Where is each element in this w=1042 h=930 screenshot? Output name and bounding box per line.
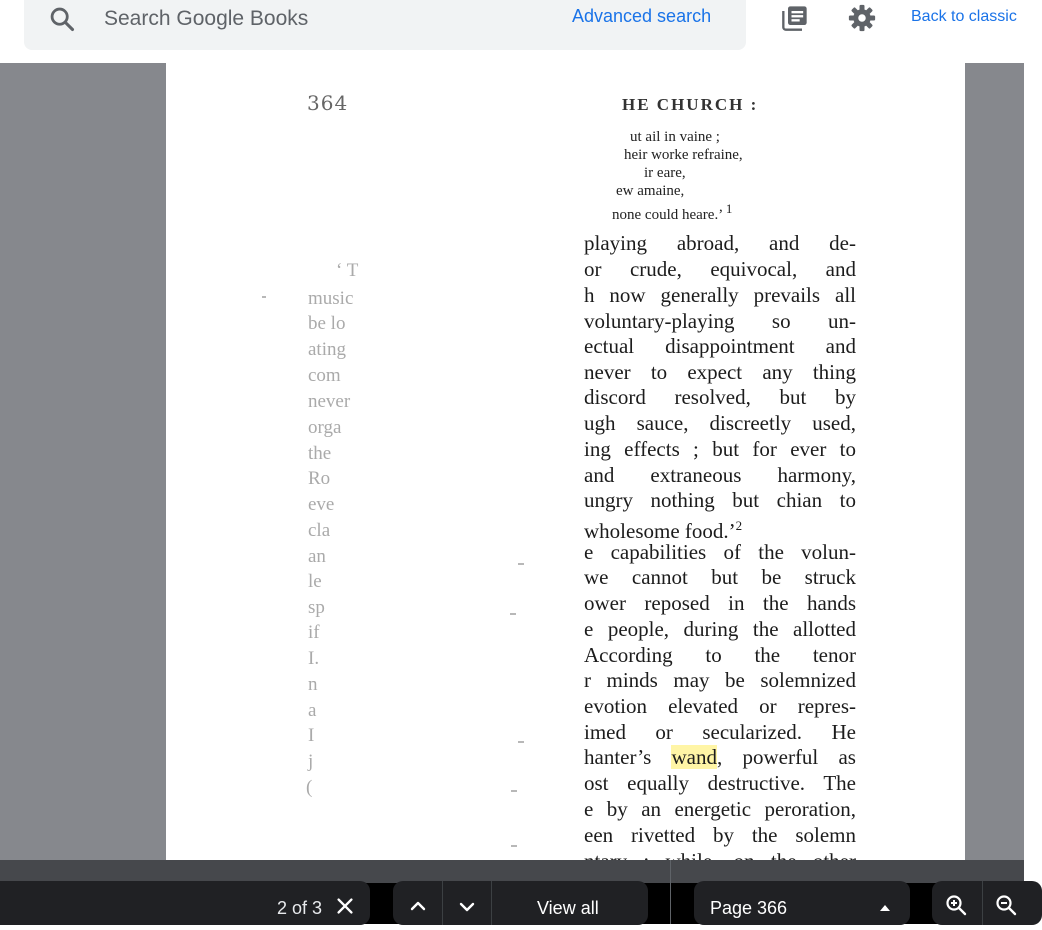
left-column-fragment: I.	[308, 648, 320, 669]
left-column-fragment: the	[308, 443, 332, 464]
footnote-marker: 2	[735, 518, 743, 533]
text-line: never to expect any thing	[584, 360, 856, 384]
search-input[interactable]	[104, 4, 504, 34]
text-line: ungry nothing but chian to	[584, 488, 856, 512]
text-line: e people, during the allotted	[584, 617, 856, 641]
text-line-content: wholesome food.’	[584, 519, 736, 543]
caret-up-icon	[880, 905, 890, 911]
chevron-up-icon	[393, 881, 441, 925]
back-to-classic-link[interactable]: Back to classic	[911, 8, 1017, 25]
text-segment: hanter’s	[584, 745, 672, 769]
toolbar-divider	[670, 860, 671, 924]
text-segment: , powerful as	[716, 745, 856, 769]
top-bar	[0, 0, 1024, 63]
scan-smudge	[511, 790, 517, 792]
scan-smudge	[510, 613, 516, 615]
book-page	[166, 63, 965, 860]
text-line: ugh sauce, discreetly used,	[584, 411, 856, 435]
results-count: 2 of 3	[276, 898, 322, 918]
left-column-fragment: ating	[308, 339, 346, 360]
settings-gear-icon[interactable]	[847, 3, 877, 33]
text-line: e by an energetic peroration,	[584, 797, 856, 821]
book-viewer[interactable]	[0, 63, 1024, 860]
left-column-fragment: if	[308, 622, 320, 643]
left-column-fragment: never	[308, 391, 351, 412]
verse-line: heir worke refraine,	[624, 147, 743, 163]
left-column-fragment: music	[308, 288, 354, 309]
text-line: ower reposed in the hands	[584, 591, 856, 615]
left-column-fragment: j	[308, 751, 314, 772]
search-results-pill	[0, 881, 370, 925]
text-line: r minds may be solemnized	[584, 668, 856, 692]
verse-line: ew amaine,	[616, 183, 685, 199]
next-result-button[interactable]	[442, 881, 492, 925]
text-line: imed or secularized. He	[584, 720, 856, 744]
text-line-with-highlight	[584, 745, 856, 769]
running-head: HE CHURCH :	[622, 95, 759, 114]
left-column-fragment: com	[308, 365, 341, 386]
previous-result-button[interactable]	[393, 881, 441, 925]
search-term-highlight: wand	[671, 745, 717, 769]
footnote-marker: 1	[725, 201, 733, 216]
left-column-fragment: le	[308, 571, 322, 592]
left-column-fragment: (	[306, 777, 313, 798]
left-column-fragment: Ro	[308, 468, 331, 489]
scan-smudge	[511, 845, 517, 847]
zoom-divider	[982, 881, 983, 925]
zoom-out-icon[interactable]	[994, 893, 1018, 917]
left-column-fragment: I	[308, 725, 315, 746]
close-search-icon[interactable]	[334, 895, 356, 917]
text-line: ectual disappointment and	[584, 334, 856, 358]
left-column-fragment: an	[308, 546, 326, 567]
text-line: we cannot but be struck	[584, 565, 856, 589]
left-column-fragment: eve	[308, 494, 335, 515]
scan-smudge	[518, 563, 524, 565]
text-line: According to the tenor	[584, 643, 856, 667]
left-column-fragment: ‘ T	[336, 260, 359, 281]
verse-line	[612, 201, 732, 224]
text-line: een rivetted by the solemn	[584, 823, 856, 847]
text-line: e capabilities of the volun-	[584, 540, 856, 564]
text-line: h now generally prevails all	[584, 283, 856, 307]
zoom-controls	[932, 881, 1042, 925]
result-navigation-pill	[393, 881, 648, 925]
left-column-fragment: n	[308, 674, 318, 695]
text-line: evotion elevated or repres-	[584, 694, 856, 718]
scan-smudge	[262, 296, 266, 298]
left-column-fragment: cla	[308, 520, 331, 541]
text-line	[584, 514, 856, 543]
zoom-in-icon[interactable]	[944, 893, 968, 917]
text-line: or crude, equivocal, and	[584, 257, 856, 281]
text-line: ing effects ; but for ever to	[584, 437, 856, 461]
text-line: voluntary-playing so un-	[584, 309, 856, 333]
advanced-search-link[interactable]: Advanced search	[572, 6, 712, 26]
page-selector[interactable]	[694, 881, 910, 925]
text-line: ost equally destructive. The	[584, 771, 856, 795]
left-column-fragment: orga	[308, 417, 342, 438]
page-selector-label: Page 366	[710, 898, 788, 918]
verse-text: none could heare.’	[612, 207, 723, 223]
chevron-down-icon	[443, 881, 491, 925]
page-number: 364	[307, 91, 349, 115]
left-column-fragment: sp	[308, 597, 325, 618]
text-line: playing abroad, and de-	[584, 231, 856, 255]
left-column-fragment: a	[308, 700, 317, 721]
view-all-button[interactable]: View all	[537, 898, 599, 918]
verse-line: ir eare,	[644, 165, 686, 181]
left-column-fragment: be lo	[308, 313, 346, 334]
scan-smudge	[518, 741, 524, 743]
verse-line: ut ail in vaine ;	[630, 129, 720, 145]
my-library-icon[interactable]	[781, 3, 809, 33]
text-line: discord resolved, but by	[584, 385, 856, 409]
bottom-toolbar	[0, 860, 1024, 924]
text-line: and extraneous harmony,	[584, 463, 856, 487]
search-icon[interactable]	[48, 5, 76, 33]
